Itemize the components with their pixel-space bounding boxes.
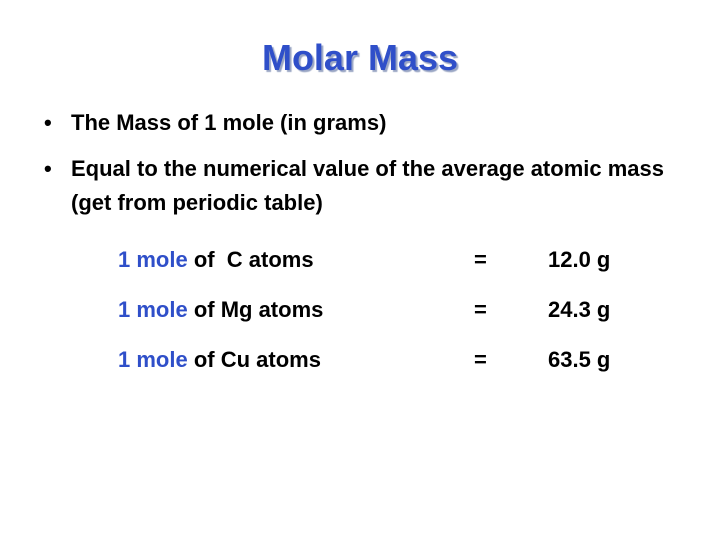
- equals-sign: =: [474, 297, 487, 322]
- row-label: [118, 240, 314, 280]
- row-label: [118, 290, 323, 330]
- mole-term: 1 mole: [118, 247, 188, 272]
- bullet-item: [44, 106, 684, 140]
- table-row: [118, 290, 678, 340]
- bullet-item: [44, 152, 684, 220]
- bullet-list: [44, 106, 684, 232]
- atom-description: of C atoms: [187, 247, 314, 272]
- table-row: [118, 340, 678, 390]
- bullet-dot: •: [44, 156, 52, 181]
- slide-title: Molar Mass: [261, 37, 459, 78]
- atom-description: of Cu atoms: [187, 347, 321, 372]
- equals-sign: =: [474, 247, 487, 272]
- mass-value: 63.5 g: [548, 347, 611, 372]
- row-label: [118, 340, 321, 380]
- mass-value: 12.0 g: [548, 247, 611, 272]
- mole-term: 1 mole: [118, 347, 188, 372]
- equals-sign: =: [474, 347, 487, 372]
- mole-term: 1 mole: [118, 297, 188, 322]
- atom-description: of Mg atoms: [187, 297, 324, 322]
- bullet-text: The Mass of 1 mole (in grams): [71, 110, 387, 135]
- mass-value: 24.3 g: [548, 297, 611, 322]
- bullet-dot: •: [44, 110, 52, 135]
- bullet-text: Equal to the numerical value of the average atomic mass (get from periodic table): [71, 156, 664, 215]
- molar-mass-table: [118, 240, 678, 390]
- table-row: [118, 240, 678, 290]
